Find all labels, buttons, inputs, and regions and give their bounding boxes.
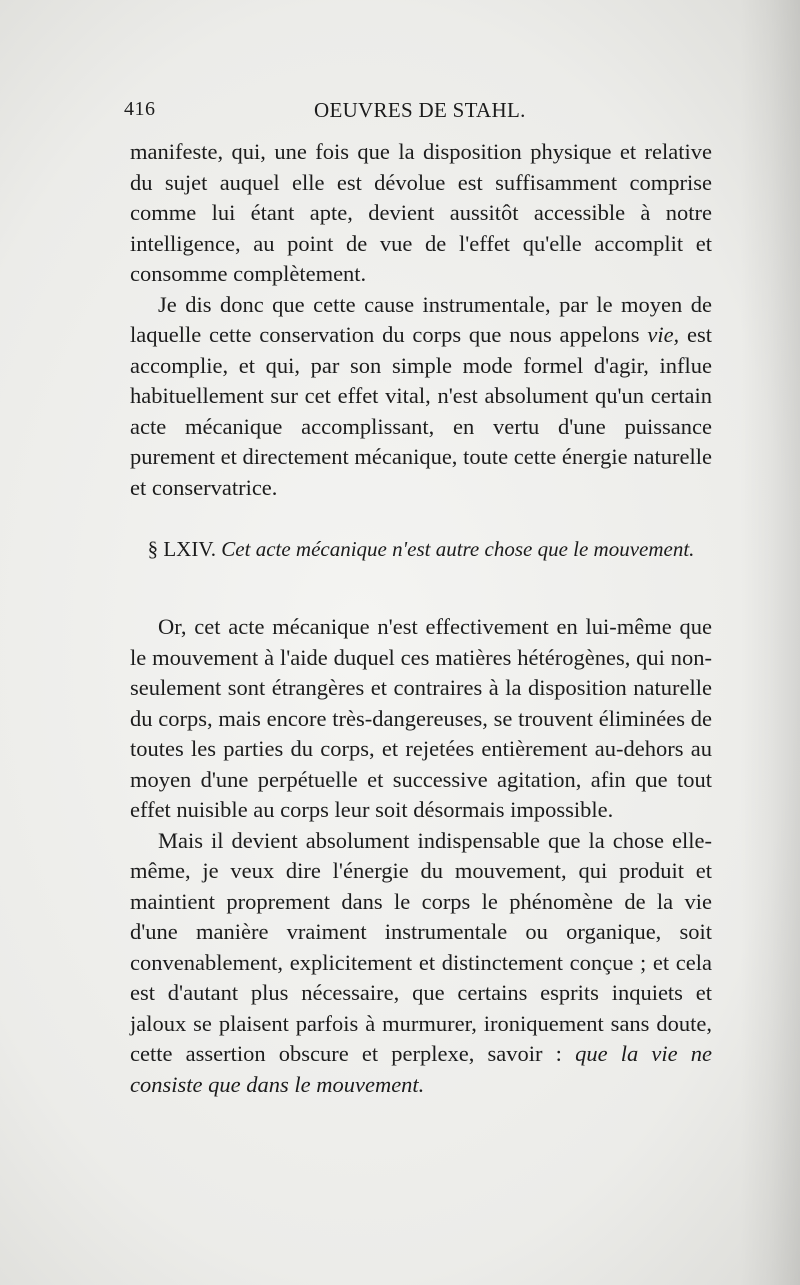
section-title: Cet acte mécanique n'est autre chose que le mouvement. [221, 537, 695, 561]
paragraph-2-start: Je dis donc que cette cause instrumentale, par le moyen de laquelle cette conservation du corps que nous appelons [130, 291, 712, 347]
running-header [124, 98, 530, 128]
paragraph-2-end: est accomplie, et qui, par son simple mode formel d'agir, influe habituellement sur cet effet vital, n'est absolument qu'un certain acte mécanique accomplissant, en vertu d'une puissance purement et directement mécanique, toute cette énergie naturelle et conservatrice. [130, 322, 712, 500]
paragraph-2 [130, 290, 712, 504]
text-block-bottom [130, 612, 712, 1100]
section-heading [130, 535, 712, 563]
paragraph-4-text: Mais il devient absolument indispensable que la chose elle-même, je veux dire l'énergie du mouvement, qui produit et maintient proprement dans le corps le phénomène de la vie d'une manière vraiment instrumentale ou organique, soit convenablement, explicitement et distinctement conçue ; et cela est d'autant plus nécessaire, que certains esprits inquiets et jaloux se plaisent parfois à murmurer, ironiquement sans doute, cette assertion obscure et perplexe, savoir : [130, 827, 712, 1066]
page-number: 416 [124, 98, 156, 120]
paragraph-3: Or, cet acte mécanique n'est effectivement en lui-même que le mouvement à l'aide duquel ces matières hétérogènes, qui non-seulement sont étrangères et contraires à la disposition naturelle du corps, mais encore très-dangereuses, se trouvent éliminées de toutes les parties du corps, et rejetées entièrement au-dehors au moyen d'une perpétuelle et successive agitation, afin que tout effet nuisible au corps leur soit désormais impossible. [130, 614, 712, 822]
paragraph-1: manifeste, qui, une fois que la disposition physique et relative du sujet auquel elle est dévolue est suffisamment comprise comme lui étant apte, devient aussitôt accessible à notre intelligence, au point de vue de l'effet qu'elle accomplit et consomme complètement. [130, 139, 712, 286]
text-block-top [130, 137, 712, 503]
emphasis-quote: que la vie ne consiste que dans le mouvement. [130, 1041, 713, 1097]
page-edge-shadow [740, 0, 800, 1285]
emphasis-vie: vie, [647, 322, 680, 347]
paragraph-4 [130, 826, 712, 1101]
section-number: § LXIV. [147, 537, 217, 561]
running-title: OEUVRES DE STAHL. [314, 98, 526, 122]
